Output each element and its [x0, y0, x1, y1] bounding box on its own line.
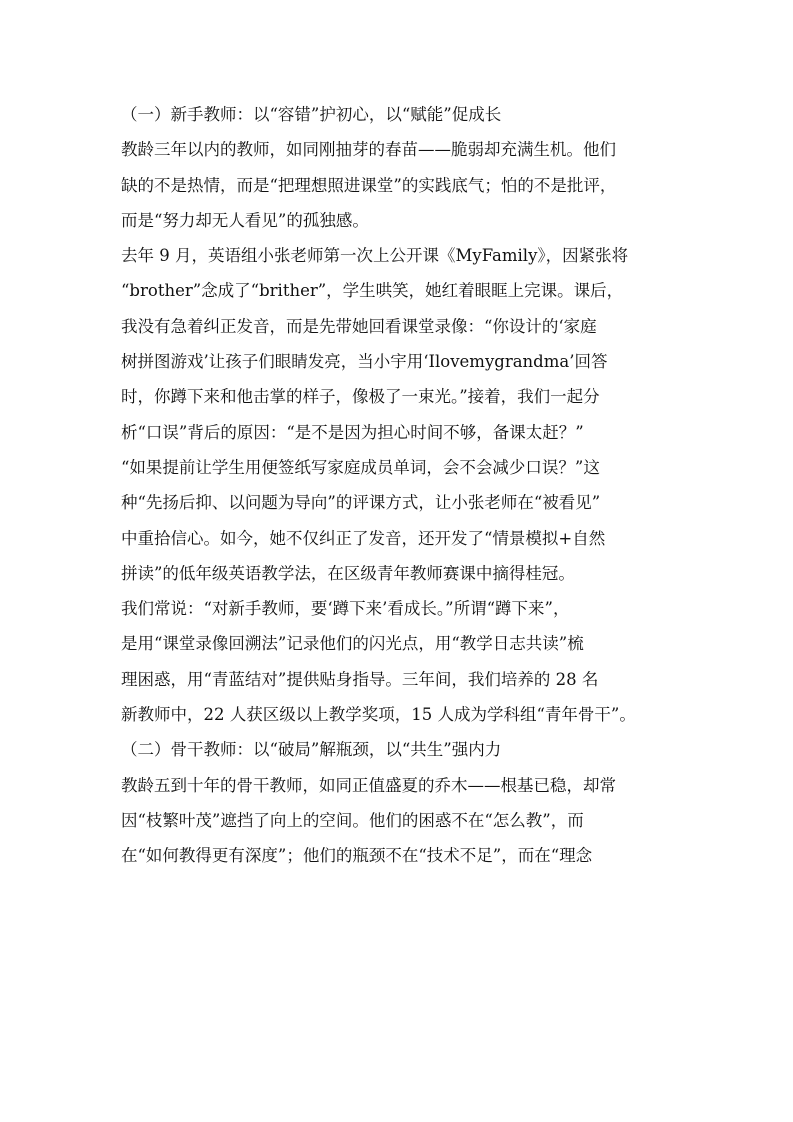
paragraph-line: 而是“努力却无人看见”的孤独感。	[121, 210, 369, 230]
paragraph-line: 缺的不是热情，而是“把理想照进课堂”的实践底气；怕的不是批评，	[121, 175, 617, 195]
paragraph-line: 去年 9 月，英语组小张老师第一次上公开课《MyFamily》，因紧张将	[121, 246, 629, 266]
paragraph-line: 拼读”的低年级英语教学法，在区级青年教师赛课中摘得桂冠。	[121, 563, 575, 583]
paragraph-line: “如果提前让学生用便签纸写家庭成员单词，会不会减少口误？”这	[121, 457, 600, 477]
paragraph-line: 教龄三年以内的教师，如同刚抽芽的春苗——脆弱却充满生机。他们	[121, 140, 616, 160]
paragraph-line: 树拼图游戏’让孩子们眼睛发亮，当小宇用‘Ilovemygrandma’回答	[121, 352, 608, 372]
paragraph-line: 中重拾信心。如今，她不仅纠正了发音，还开发了“情景模拟+自然	[121, 528, 606, 548]
paragraph-line: 新教师中，22 人获区级以上教学奖项，15 人成为学科组“青年骨干”。	[121, 705, 636, 725]
paragraph-line: 教龄五到十年的骨干教师，如同正值盛夏的乔木——根基已稳，却常	[121, 775, 616, 795]
paragraph-line: 种“先扬后抑、以问题为导向”的评课方式，让小张老师在“被看见”	[121, 493, 601, 513]
paragraph-line: 因“枝繁叶茂”遮挡了向上的空间。他们的困惑不在“怎么教”，而	[121, 810, 584, 830]
paragraph-line: 析“口误”背后的原因：“是不是因为担心时间不够，备课太赶？”	[121, 422, 584, 442]
paragraph-line: 是用“课堂录像回溯法”记录他们的闪光点，用“教学日志共读”梳	[121, 634, 584, 654]
section-heading-novice: （一）新手教师：以“容错”护初心，以“赋能”促成长	[121, 105, 502, 124]
paragraph-line: 我没有急着纠正发音，而是先带她回看课堂录像：“你设计的‘家庭	[121, 316, 597, 336]
paragraph-line: “brother”念成了“brither”，学生哄笑，她红着眼眶上完课。课后，	[121, 281, 624, 301]
body-text	[121, 97, 677, 874]
paragraph-line: 时，你蹲下来和他击掌的样子，像极了一束光。”接着，我们一起分	[121, 387, 600, 407]
paragraph-line: 在“如何教得更有深度”；他们的瓶颈不在“技术不足”，而在“理念	[121, 846, 593, 866]
paragraph-line: 我们常说：“对新手教师，要‘蹲下来’看成长。”所谓“蹲下来”，	[121, 599, 570, 619]
section-heading-backbone: （二）骨干教师：以“破局”解瓶颈，以“共生”强内力	[121, 740, 502, 760]
paragraph-line: 理困惑，用“青蓝结对”提供贴身指导。三年间，我们培养的 28 名	[121, 669, 599, 689]
